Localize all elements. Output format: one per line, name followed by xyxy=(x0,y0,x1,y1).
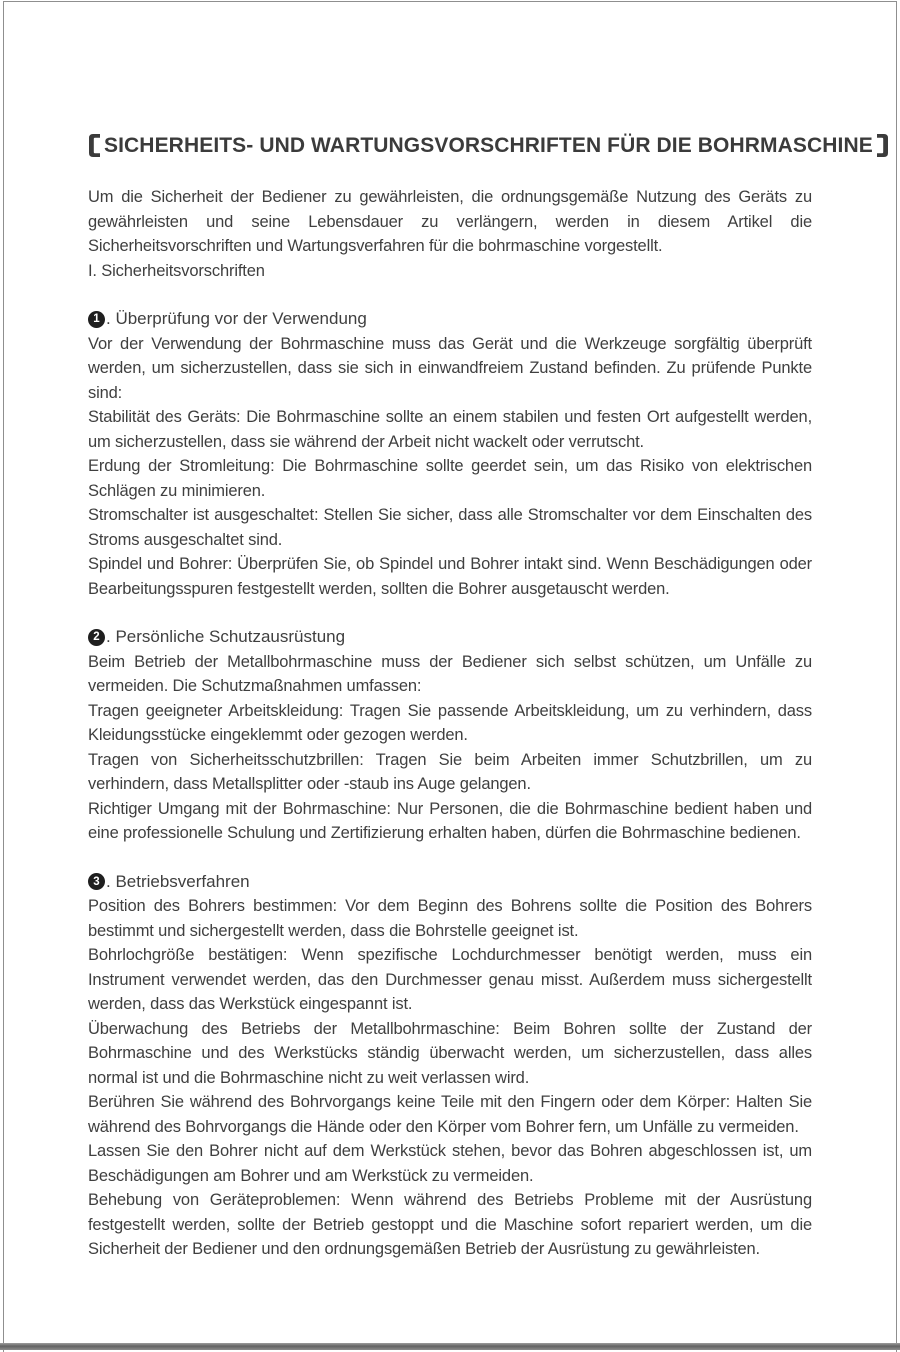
section-2-paragraph: Tragen geeigneter Arbeitskleidung: Tragen Sie passende Arbeitskleidung, um zu verhindern, dass Kleidungsstücke eingeklemmt oder gezogen werden. xyxy=(88,701,812,744)
section-1-paragraph: Erdung der Stromleitung: Die Bohrmaschine sollte geerdet sein, um das Risiko von elektrischen Schlägen zu minimieren. xyxy=(88,457,812,500)
page-title-text: SICHERHEITS- UND WARTUNGSVORSCHRIFTEN FÜR DIE BOHRMASCHINE xyxy=(104,133,873,157)
section-2-paragraph: Richtiger Umgang mit der Bohrmaschine: Nur Personen, die die Bohrmaschine bedient haben und eine professionelle Schulung und Zertifizierung erhalten haben, dürfen die Bohrmaschine bedienen. xyxy=(88,799,812,842)
section-1-heading xyxy=(88,307,812,332)
next-page-edge-bar xyxy=(0,1343,900,1350)
page-title xyxy=(88,133,873,158)
section-3-paragraph: Berühren Sie während des Bohrvorgangs keine Teile mit den Fingern oder dem Körper: Halten Sie während des Bohrvorgangs die Hände oder den Körper vom Bohrer fern, um Unfälle zu vermeiden. xyxy=(88,1093,812,1136)
section-2-heading-text: . Persönliche Schutzausrüstung xyxy=(106,627,346,646)
section-1-paragraph: Vor der Verwendung der Bohrmaschine muss das Gerät und die Werkzeuge sorgfältig überprüft werden, um sicherzustellen, dass sie sich in einwandfreiem Zustand befinden. Zu prüfende Punkte sind: xyxy=(88,334,812,402)
section-3 xyxy=(88,870,812,1262)
section-3-paragraph: Behebung von Geräteproblemen: Wenn während des Betriebs Probleme mit der Ausrüstung festgestellt werden, sollte der Betrieb gestoppt und die Maschine sofort repariert werden, um die Sicherheit der Bediener und den ordnungsgemäßen Betrieb der Ausrüstung zu gewährleisten. xyxy=(88,1191,812,1258)
section-2-paragraph: Tragen von Sicherheitsschutzbrillen: Tragen Sie beim Arbeiten immer Schutzbrillen, um zu verhindern, dass Metallsplitter oder -staub ins Auge gelangen. xyxy=(88,750,812,793)
section-1-paragraph: Stromschalter ist ausgeschaltet: Stellen Sie sicher, dass alle Stromschalter vor dem Einschalten des Stroms ausgeschaltet sind. xyxy=(88,506,812,549)
section-1-paragraph: Stabilität des Geräts: Die Bohrmaschine sollte an einem stabilen und festen Ort aufgestellt werden, um sicherzustellen, dass sie während der Arbeit nicht wackelt oder verrutscht. xyxy=(88,408,812,451)
section-2 xyxy=(88,625,812,846)
section-1 xyxy=(88,307,812,601)
section-3-paragraph: Überwachung des Betriebs der Metallbohrmaschine: Beim Bohren sollte der Zustand der Bohrmaschine und des Werkstücks ständig überwacht werden, um sicherzustellen, dass alles normal ist und die Bohrmaschine nicht zu weit verlassen wird. xyxy=(88,1019,812,1087)
number-3-badge-icon: 3 xyxy=(88,873,105,890)
section-3-heading xyxy=(88,870,812,895)
section-3-paragraph: Bohrlochgröße bestätigen: Wenn spezifische Lochdurchmesser benötigt werden, muss ein Instrument verwendet werden, das den Durchmesser genau misst. Außerdem muss sichergestellt werden, dass das Werkstück eingespannt ist. xyxy=(88,946,812,1013)
document-content xyxy=(88,0,873,1262)
section-3-paragraph: Lassen Sie den Bohrer nicht auf dem Werkstück stehen, bevor das Bohren abgeschlossen ist, um Beschädigungen am Bohrer und am Werkstück zu vermeiden. xyxy=(88,1142,812,1185)
number-2-badge-icon: 2 xyxy=(88,629,105,646)
section-2-heading xyxy=(88,625,812,650)
section-3-heading-text: . Betriebsverfahren xyxy=(106,871,250,891)
section-1-paragraph: Spindel und Bohrer: Überprüfen Sie, ob Spindel und Bohrer intakt sind. Wenn Beschädigungen oder Bearbeitungsspuren festgestellt werden, sollten die Bohrer ausgetauscht werden. xyxy=(88,555,812,598)
section-2-paragraph: Beim Betrieb der Metallbohrmaschine muss der Bediener sich selbst schützen, um Unfälle zu vermeiden. Die Schutzmaßnahmen umfassen: xyxy=(88,652,812,695)
number-1-badge-icon: 1 xyxy=(88,311,105,328)
section-1-heading-text: . Überprüfung vor der Verwendung xyxy=(106,309,367,328)
left-lenticular-bracket-icon xyxy=(88,133,101,158)
intro-paragraph: Um die Sicherheit der Bediener zu gewährleisten, die ordnungsgemäße Nutzung des Geräts zu gewährleisten und seine Lebensdauer zu verlängern, werden in diesem Artikel die Sicherheitsvorschriften und Wartungsverfahren für die bohrmaschine vorgestellt. xyxy=(88,188,812,255)
right-lenticular-bracket-icon xyxy=(876,133,889,158)
section-3-paragraph: Position des Bohrers bestimmen: Vor dem Beginn des Bohrens sollte die Position des Bohrers bestimmt und sichergestellt werden, dass die Bohrstelle geeignet ist. xyxy=(88,897,812,940)
intro-subtitle: I. Sicherheitsvorschriften xyxy=(88,261,265,280)
